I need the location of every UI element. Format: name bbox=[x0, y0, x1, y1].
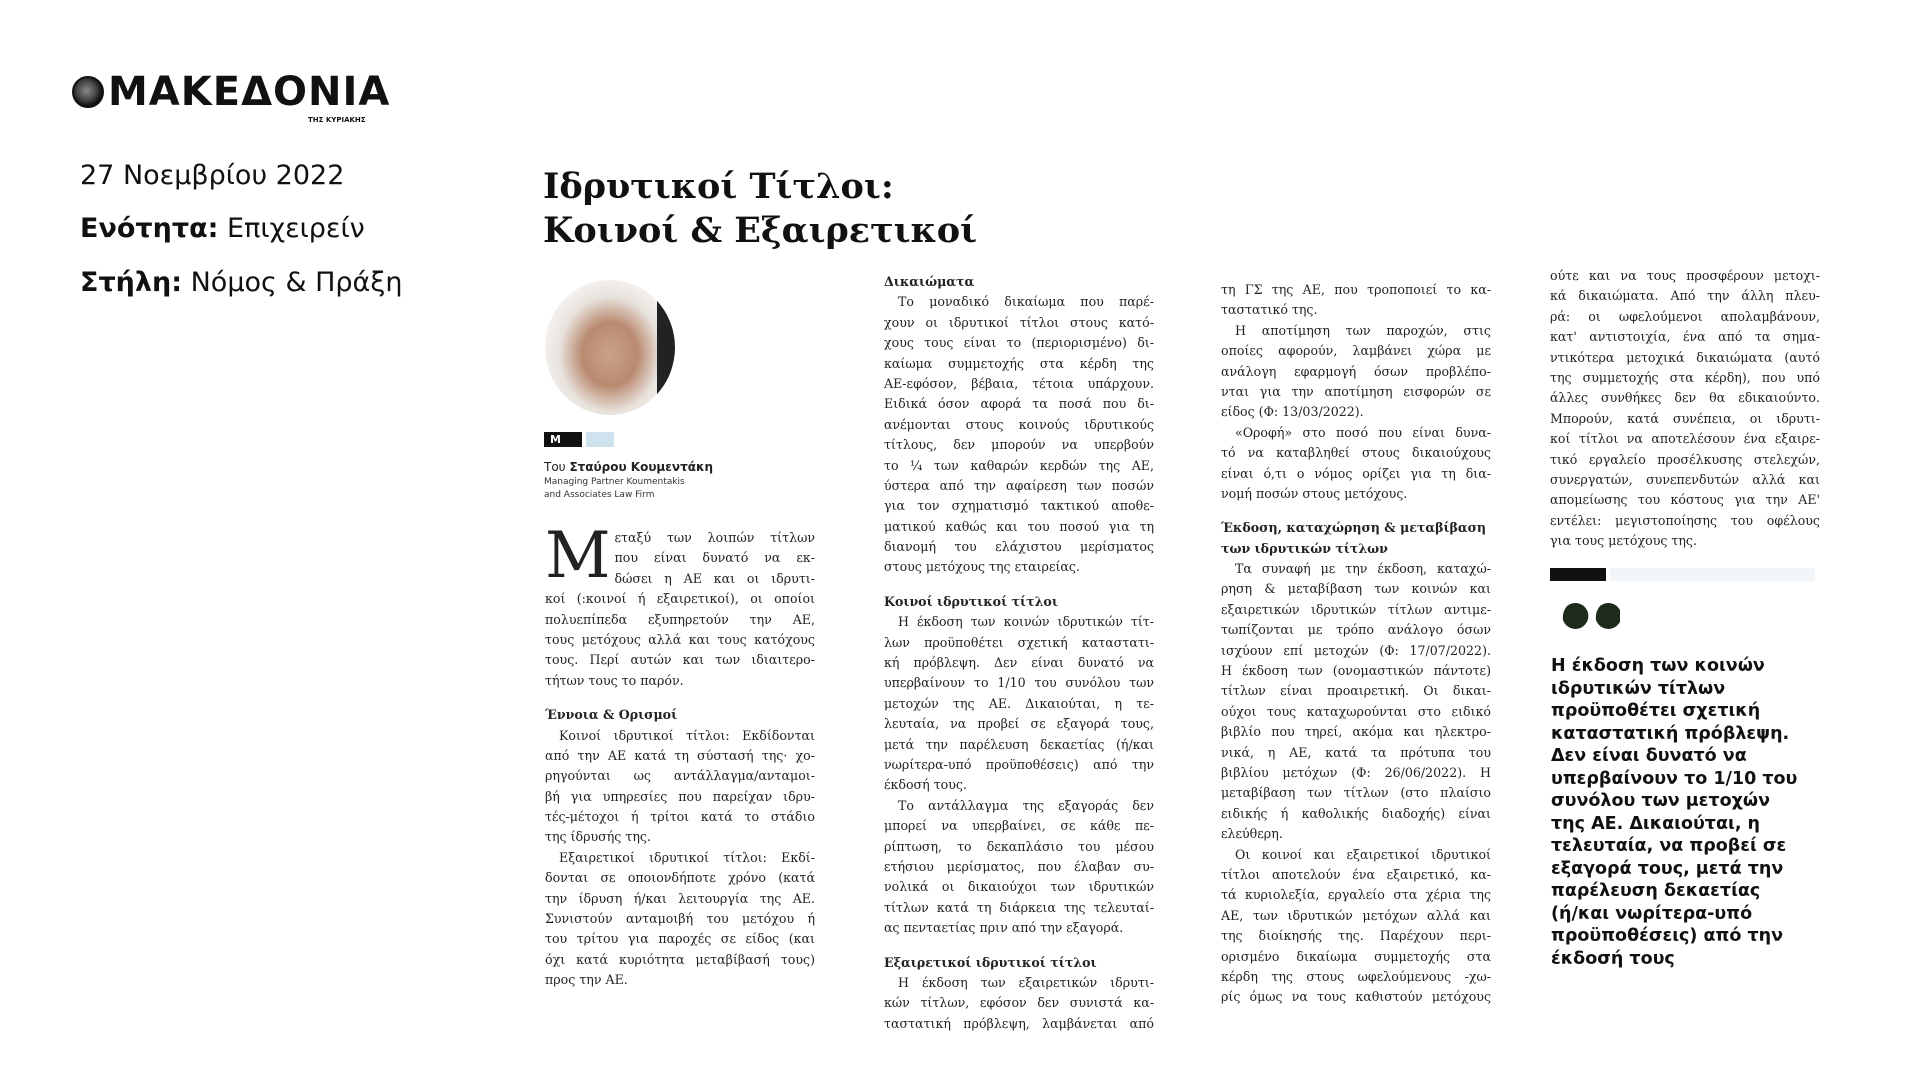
column-info bbox=[80, 267, 403, 298]
author-role-2: and Associates Law Firm bbox=[544, 490, 655, 500]
text-line: τήτων τους το παρόν. bbox=[545, 672, 684, 688]
text-line: τίτλοι αποτελούν ένα εξαιρετικό, κα- bbox=[1221, 866, 1491, 882]
text-line: «Οροφή» στο ποσό που είναι δυνα- bbox=[1235, 424, 1491, 440]
byline bbox=[544, 460, 713, 474]
text-line: βιβλίου μετόχων (Φ: 26/06/2022). Η bbox=[1221, 764, 1491, 780]
text-line: καίωμα συμμετοχής στα κέρδη της bbox=[884, 355, 1154, 371]
article-column-2 bbox=[884, 272, 1154, 1034]
text-line: μετά την παρέλευση δεκαετίας (ή/και bbox=[884, 736, 1154, 752]
subheading-line: Εξαιρετικοί ιδρυτικοί τίτλοι bbox=[884, 954, 1097, 970]
text-line: χους τους είναι το (περιορισμένο) δι- bbox=[884, 335, 1154, 351]
text-line: Μπορούν, κατά συνέπεια, οι ιδρυτι- bbox=[1550, 410, 1820, 426]
byline-prefix: Του bbox=[544, 460, 566, 474]
quote-mark-left bbox=[1563, 603, 1589, 629]
text-line: τους. Περί αυτών και των ιδιαιτερο- bbox=[545, 652, 815, 668]
pullquote-line: Η έκδοση των κοινών bbox=[1551, 656, 1765, 676]
pullquote-line: παρέλευση δεκαετίας bbox=[1551, 881, 1761, 901]
paragraph bbox=[884, 612, 1154, 796]
text-line: κέρδη της στους ωφελούμενους -χω- bbox=[1221, 968, 1491, 984]
text-line: του τρίτου για παροχές σε είδος (και bbox=[545, 931, 815, 947]
text-line: όχι κατά κυριότητα μεταβίβασή τους) bbox=[545, 951, 815, 967]
text-line: χουν οι ιδρυτικοί τίτλοι στους κατό- bbox=[884, 314, 1154, 330]
text-line: λευταία, να προβεί σε εξαγορά τους, bbox=[884, 716, 1154, 732]
text-line: ορισμένο δικαίωμα συμμετοχής στα bbox=[1221, 948, 1491, 964]
subheading bbox=[1221, 518, 1491, 559]
text-line: βιβλίο που τηρεί, ακόμα και ηλεκτρο- bbox=[1221, 724, 1491, 740]
pullquote-line: ιδρυτικών τίτλων bbox=[1551, 678, 1726, 699]
text-line: της ίδρυσής της. bbox=[545, 829, 651, 845]
pullquote-line: καταστατική πρόβλεψη. bbox=[1551, 723, 1790, 744]
paragraph bbox=[1221, 559, 1491, 844]
text-line: ας πενταετίας πριν από την εξαγορά. bbox=[884, 920, 1124, 936]
text-line: δονται σε οποιονδήποτε χρόνο (κατά bbox=[545, 870, 815, 886]
publication-date: 27 Νοεμβρίου 2022 bbox=[80, 160, 345, 191]
text-line: ματικού καθώς και του ποσού για τη bbox=[884, 518, 1154, 534]
text-line: νομή ποσών στους μετόχους. bbox=[1221, 485, 1408, 501]
text-line: πολυεπίπεδα εξυπηρετούν την ΑΕ, bbox=[545, 611, 815, 627]
text-line: της συμμετοχής στα κέρδη), που υπό bbox=[1550, 369, 1820, 385]
text-line: τίτλων είναι προαιρετική. Οι δικαι- bbox=[1221, 683, 1491, 699]
text-line: τίτλους, δεν μπορούν να υπερβούν bbox=[884, 437, 1154, 453]
text-line: νται για την αποτίμηση εισφορών σε bbox=[1221, 383, 1491, 399]
masthead-subtitle: ΤΗΣ ΚΥΡΙΑΚΗΣ bbox=[308, 116, 366, 124]
pullquote-line: προϋποθέσεις) από την bbox=[1551, 926, 1784, 946]
quote-mark-right bbox=[1596, 603, 1620, 629]
text-line: βή για υπηρεσίες που παρείχαν ιδρυ- bbox=[545, 788, 815, 804]
text-line: κοί τίτλοι να αποτελέσουν ένα εξαιρε- bbox=[1550, 431, 1820, 447]
text-line: που είναι δυνατό να εκ- bbox=[614, 550, 815, 566]
text-line: Η αποτίμηση των παροχών, στις bbox=[1235, 322, 1491, 338]
paragraph bbox=[1221, 845, 1491, 1008]
text-line: συνεργατών, συνεπενδυτών αλλά και bbox=[1550, 471, 1820, 487]
text-line: διανομή του ελάχιστου μερίσματος bbox=[884, 539, 1154, 555]
pullquote-bar-tint bbox=[1610, 568, 1815, 581]
pullquote-line: προϋποθέτει σχετική bbox=[1551, 701, 1761, 721]
paragraph bbox=[545, 589, 815, 691]
pullquote-line: (ή/και νωρίτερα-υπό bbox=[1551, 903, 1753, 924]
text-line: για τον σχηματισμό τακτικού αποθε- bbox=[884, 498, 1154, 514]
text-line: Η έκδοση των (ονομαστικών πάντοτε) bbox=[1221, 663, 1491, 679]
author-photo bbox=[545, 280, 675, 415]
text-line: εντέλει: μεγιστοποίησης του οφέλους bbox=[1550, 512, 1820, 528]
pullquote-line: εξαγορά τους, μετά την bbox=[1551, 858, 1784, 879]
text-line: Συνιστούν ανταμοιβή του μετόχου ή bbox=[545, 911, 815, 927]
text-line: ντικότερα μετοχικά δικαιώματα (αυτό bbox=[1550, 349, 1820, 365]
author-name: Σταύρου Κουμεντάκη bbox=[569, 460, 714, 474]
text-line: Η έκδοση των εξαιρετικών ιδρυτι- bbox=[898, 974, 1154, 990]
text-line: ρίπτωση, το δεκαπλάσιο του μέσου bbox=[884, 838, 1154, 854]
text-line: οποίες αφορούν, λαμβάνει χώρα με bbox=[1221, 343, 1491, 359]
text-line: λων προϋποθέτει σχετική καταστατι- bbox=[884, 634, 1154, 650]
section-value: Επιχειρείν bbox=[227, 213, 365, 244]
text-line: ανέμονται στους κοινούς ιδρυτικούς bbox=[884, 416, 1154, 432]
paragraph-gap bbox=[545, 691, 815, 705]
pullquote-bar bbox=[1550, 568, 1606, 581]
text-line: τους μετόχους αλλά και τους κατόχους bbox=[545, 631, 815, 647]
text-line: Εξαιρετικοί ιδρυτικοί τίτλοι: Εκδί- bbox=[559, 849, 815, 865]
subheading-line: Κοινοί ιδρυτικοί τίτλοι bbox=[884, 593, 1058, 609]
paragraph bbox=[884, 973, 1154, 1034]
title-line-1: Ιδρυτικοί Τίτλοι: bbox=[543, 166, 894, 207]
subheading-line: Έκδοση, καταχώρηση & μεταβίβαση bbox=[1221, 520, 1487, 536]
text-line: από την ΑΕ κατά τη σύστασή της· χο- bbox=[545, 747, 815, 763]
pullquote-line: συνόλου των μετοχών bbox=[1551, 791, 1771, 811]
text-line: ελεύθερη. bbox=[1221, 826, 1283, 842]
paragraph-gap bbox=[1221, 504, 1491, 518]
subheading bbox=[884, 592, 1154, 612]
column-label: Στήλη: bbox=[80, 267, 183, 298]
text-line: εξαιρετικών ιδρυτικών τίτλων αντιμε- bbox=[1221, 601, 1491, 617]
text-line: υπερβαίνουν το 1/10 του συνόλου των bbox=[884, 675, 1154, 691]
text-line: μετοχών της ΑΕ. Δικαιούται, η τε- bbox=[884, 695, 1154, 711]
text-line: το ¼ των καθαρών κερδών της ΑΕ, bbox=[884, 457, 1154, 473]
text-line: ισχύουν επί μετοχών (Φ: 17/07/2022). bbox=[1221, 642, 1491, 658]
subheading-line: των ιδρυτικών τίτλων bbox=[1221, 540, 1388, 556]
author-role-1: Managing Partner Koumentakis bbox=[544, 477, 685, 487]
masthead-logo bbox=[72, 69, 391, 124]
subheading bbox=[884, 272, 1154, 292]
text-line: Τα συναφή με την έκδοση, καταχώ- bbox=[1235, 561, 1491, 577]
text-line: κατ' αντιστοιχία, ένα από τα σημα- bbox=[1550, 329, 1820, 345]
text-line: ρηγούνται ως αντάλλαγμα/ανταμοι- bbox=[545, 768, 815, 784]
text-line: ρά: οι ωφελούμενοι απολαμβάνουν, bbox=[1550, 308, 1820, 324]
text-line: ύστερα από την αφαίρεση των ποσών bbox=[884, 477, 1154, 493]
subheading-line: Έννοια & Ορισμοί bbox=[545, 707, 678, 723]
text-line: είναι ό,τι ο νόμος ορίζει για τη δια- bbox=[1221, 465, 1491, 481]
text-line: τά κυριολεξία, εργαλείο στα χέρια της bbox=[1221, 887, 1491, 903]
text-line: ταστατικό της. bbox=[1221, 302, 1318, 318]
masthead-name: ΜΑΚΕΔΟΝΙΑ bbox=[108, 69, 391, 115]
subheading-line: Δικαιώματα bbox=[884, 274, 975, 289]
text-line: απομείωσης του κόστους για την ΑΕ' bbox=[1550, 492, 1820, 508]
text-line: δώσει η ΑΕ και οι ιδρυτι- bbox=[614, 570, 815, 586]
article-column-3 bbox=[1221, 280, 1491, 1008]
pullquote-line: έκδοσή τους bbox=[1551, 948, 1675, 969]
text-line: εταξύ των λοιπών τίτλων bbox=[614, 530, 815, 545]
text-line: κοί (:κοινοί ή εξαιρετικοί), οι οποίοι bbox=[545, 591, 815, 607]
drop-cap: Μ bbox=[545, 528, 611, 584]
article-column-4 bbox=[1550, 266, 1820, 551]
text-line: την ίδρυση ή/και λειτουργία της ΑΕ. bbox=[545, 890, 815, 906]
pullquote-line: υπερβαίνουν το 1/10 του bbox=[1551, 768, 1798, 789]
text-line: ούτε και να τους προσφέρουν μετοχι- bbox=[1550, 268, 1820, 283]
text-line: τίτλων κατά τη διάρκεια της τελευταί- bbox=[884, 899, 1154, 915]
text-line: ΑΕ-εφόσον, βέβαια, τέτοια υπάρχουν. bbox=[884, 375, 1154, 391]
text-line: ανάλογη εφαρμογή όσων προβλέπο- bbox=[1221, 363, 1491, 379]
paragraph bbox=[545, 528, 815, 589]
article-column-1 bbox=[545, 528, 815, 991]
text-line: της διοίκησής της. Παρέχουν περι- bbox=[1221, 928, 1491, 944]
subheading bbox=[884, 953, 1154, 973]
text-line: είδος (Φ: 13/03/2022). bbox=[1221, 404, 1364, 420]
text-line: προς την ΑΕ. bbox=[545, 972, 628, 988]
text-line: τικό εργαλείο προσέλκυσης στελεχών, bbox=[1550, 451, 1820, 467]
title-line-2: Κοινοί & Εξαιρετικοί bbox=[543, 210, 978, 251]
pullquote-line: τελευταία, να προβεί σε bbox=[1551, 836, 1787, 856]
text-line: Ειδικά όσον αφορά τα ποσά που δι- bbox=[884, 396, 1154, 412]
text-line: νικά, η ΑΕ, κατά τα πρότυπα του bbox=[1221, 744, 1491, 760]
subheading bbox=[545, 705, 815, 725]
paragraph bbox=[884, 796, 1154, 939]
text-line: Οι κοινοί και εξαιρετικοί ιδρυτικοί bbox=[1235, 846, 1491, 862]
text-line: έκδοσή τους. bbox=[884, 777, 967, 793]
section-info bbox=[80, 213, 365, 244]
text-line: τές-μέτοχοι ή τρίτοι κατά το στάδιο bbox=[545, 809, 815, 825]
text-line: νολικά οι δικαιούχοι των ιδρυτικών bbox=[884, 879, 1154, 895]
emblem-icon bbox=[72, 76, 104, 108]
paragraph-gap bbox=[884, 939, 1154, 953]
text-line: άλλες συνθήκες δεν θα εδικαιούντο. bbox=[1550, 390, 1820, 406]
column-badge: M bbox=[544, 432, 582, 447]
text-line: για τους μετόχους της. bbox=[1550, 533, 1697, 549]
text-line: τη ΓΣ της ΑΕ, που τροποποιεί το κα- bbox=[1221, 282, 1491, 297]
paragraph bbox=[1221, 423, 1491, 505]
pullquote-line: Δεν είναι δυνατό να bbox=[1551, 746, 1747, 766]
article-title bbox=[543, 165, 977, 253]
text-line: Το αντάλλαγμα της εξαγοράς δεν bbox=[898, 797, 1154, 813]
text-line: στους μετόχους της εταιρείας. bbox=[884, 559, 1080, 575]
column-value: Νόμος & Πράξη bbox=[190, 267, 403, 298]
paragraph bbox=[884, 292, 1154, 577]
text-line: Η έκδοση των κοινών ιδρυτικών τίτ- bbox=[898, 614, 1154, 630]
paragraph bbox=[1221, 321, 1491, 423]
pullquote bbox=[1551, 655, 1831, 970]
text-line: τωπίζονται με τρόπο ανάλογο όσων bbox=[1221, 622, 1491, 638]
text-line: ούχοι τους καταχωρούνται στο ειδικό bbox=[1221, 703, 1491, 719]
text-line: Το μοναδικό δικαίωμα που παρέ- bbox=[898, 294, 1154, 310]
text-line: κών τίτλων, εφόσον δεν συνιστά κα- bbox=[884, 995, 1154, 1011]
pullquote-line: της ΑΕ. Δικαιούται, η bbox=[1551, 813, 1761, 834]
text-line: ειδικής ή καθολικής διαδοχής) είναι bbox=[1221, 805, 1491, 821]
quote-marks-icon bbox=[1550, 598, 1620, 644]
text-line: μεταβίβαση των τίτλων (στο πλαίσιο bbox=[1221, 785, 1491, 801]
text-line: κή πρόβλεψη. Δεν είναι δυνατό να bbox=[884, 655, 1154, 671]
paragraph bbox=[545, 726, 815, 848]
text-line: τό να καταβληθεί στους δικαιούχους bbox=[1221, 445, 1491, 461]
text-line: ρίς όμως να τους καθιστούν μετόχους bbox=[1221, 989, 1491, 1005]
text-line: ετήσιου μερίσματος, που έλαβαν συ- bbox=[884, 858, 1154, 874]
text-line: ρηση & μεταβίβαση των κοινών και bbox=[1221, 581, 1491, 597]
badge-tint bbox=[586, 432, 614, 447]
paragraph-gap bbox=[884, 578, 1154, 592]
paragraph bbox=[1221, 280, 1491, 321]
text-line: κά δικαιώματα. Από την άλλη πλευ- bbox=[1550, 288, 1820, 304]
text-line: ΑΕ, των ιδρυτικών μετόχων αλλά και bbox=[1221, 907, 1491, 923]
text-line: ταστατική πρόβλεψη, λαμβάνεται από bbox=[884, 1015, 1154, 1031]
section-label: Ενότητα: bbox=[80, 213, 219, 244]
text-line: μπορεί να υπερβαίνει, σε κάθε πε- bbox=[884, 818, 1154, 834]
paragraph bbox=[545, 848, 815, 991]
text-line: Κοινοί ιδρυτικοί τίτλοι: Εκδίδονται bbox=[559, 727, 815, 743]
paragraph bbox=[1550, 266, 1820, 551]
text-line: νωρίτερα-υπό προϋποθέσεις) από την bbox=[884, 756, 1154, 772]
